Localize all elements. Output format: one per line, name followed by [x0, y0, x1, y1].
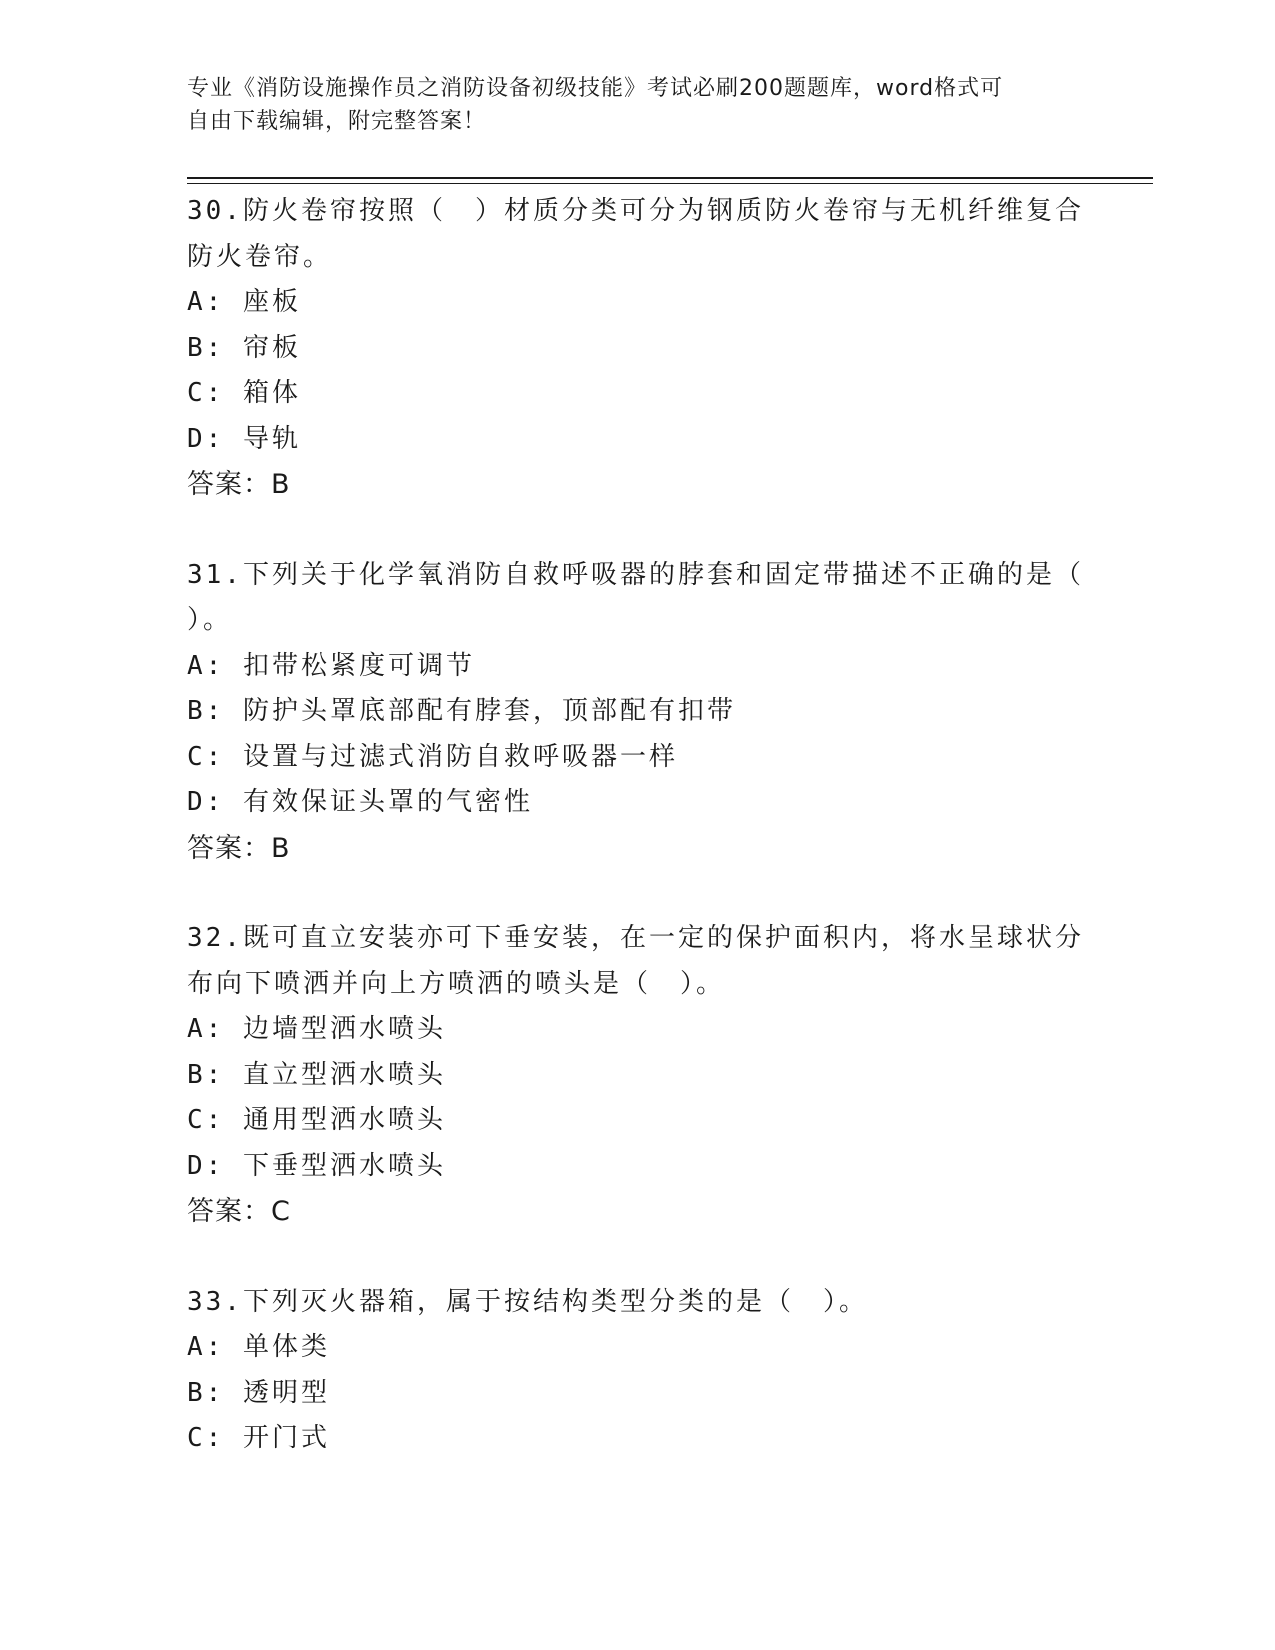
option-a: A: 单体类 — [187, 1332, 330, 1362]
option-a: A: 边墙型洒水喷头 — [187, 1014, 446, 1044]
answer-label: 答案：B — [187, 469, 291, 500]
header-divider-thick — [187, 177, 1153, 179]
question-spacer — [187, 508, 1087, 553]
question-33 — [187, 1280, 1087, 1462]
option-a: A: 座板 — [187, 287, 301, 317]
question-stem: 30.防火卷帘按照（ ）材质分类可分为钢质防火卷帘与无机纤维复合 — [187, 196, 1084, 226]
question-stem: 31.下列关于化学氧消防自救呼吸器的脖套和固定带描述不正确的是（ — [187, 559, 1084, 590]
option-c: C: 开门式 — [187, 1423, 330, 1453]
answer-label: 答案：B — [187, 832, 291, 864]
question-31 — [187, 553, 1087, 872]
question-stem: 32.既可直立安装亦可下垂安装，在一定的保护面积内，将水呈球状分 — [187, 923, 1084, 953]
question-spacer — [187, 871, 1087, 916]
option-a: A: 扣带松紧度可调节 — [187, 650, 475, 681]
option-c: C: 通用型洒水喷头 — [187, 1105, 446, 1135]
question-spacer — [187, 1235, 1087, 1280]
option-d: D: 下垂型洒水喷头 — [187, 1150, 446, 1181]
question-stem-continued: ）。 — [187, 605, 233, 635]
document-header — [187, 72, 1067, 138]
option-b: B: 帘板 — [187, 332, 301, 363]
option-d: D: 导轨 — [187, 423, 301, 454]
header-line-2: 自由下载编辑，附完整答案！ — [187, 109, 487, 134]
option-b: B: 防护头罩底部配有脖套，顶部配有扣带 — [187, 696, 736, 726]
option-b: B: 透明型 — [187, 1377, 330, 1408]
option-b: B: 直立型洒水喷头 — [187, 1059, 446, 1090]
question-stem-continued: 防火卷帘。 — [187, 241, 333, 272]
question-32 — [187, 916, 1087, 1235]
question-stem: 33.下列灭火器箱，属于按结构类型分类的是（ ）。 — [187, 1286, 868, 1317]
option-c: C: 设置与过滤式消防自救呼吸器一样 — [187, 741, 678, 772]
question-stem-continued: 布向下喷洒并向上方喷洒的喷头是（ ）。 — [187, 968, 726, 999]
header-line-1: 专业《消防设施操作员之消防设备初级技能》考试必刷200题题库，word格式可 — [187, 76, 1004, 101]
question-30 — [187, 189, 1087, 508]
answer-label: 答案：C — [187, 1196, 291, 1227]
question-list — [187, 189, 1087, 1462]
option-d: D: 有效保证头罩的气密性 — [187, 787, 533, 817]
header-divider-thin — [187, 183, 1153, 184]
option-c: C: 箱体 — [187, 378, 301, 408]
